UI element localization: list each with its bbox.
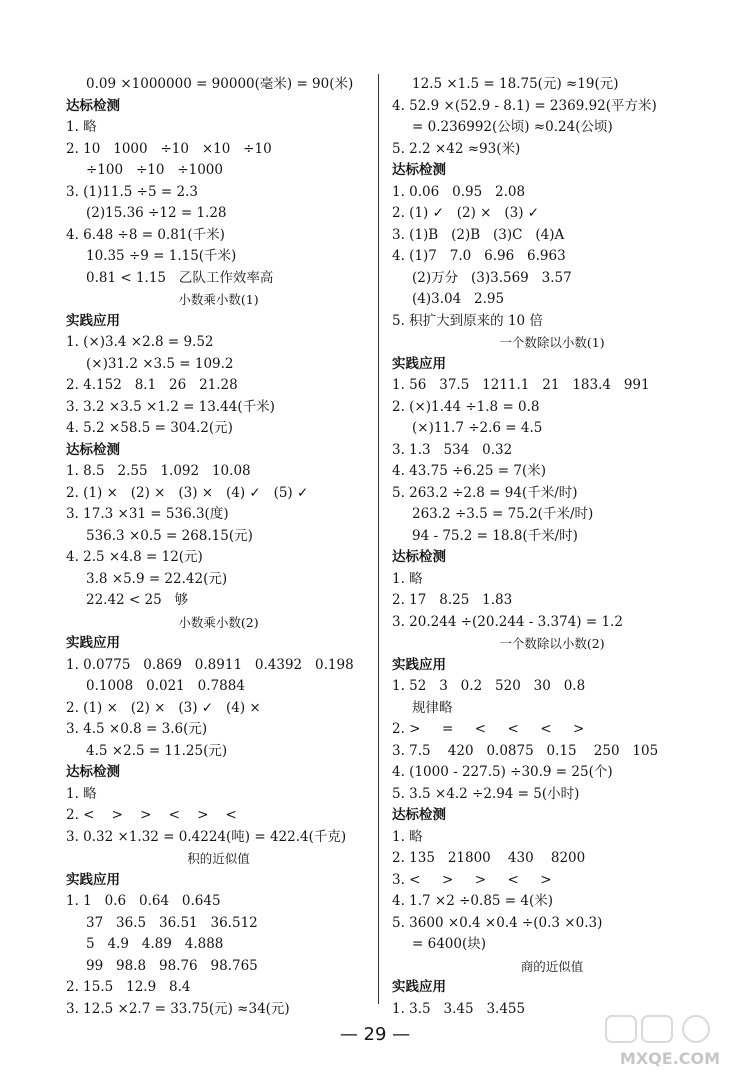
answer-line: 3. 1.3 534 0.32 <box>392 441 513 458</box>
answer-line: 2. (×)1.44 ÷1.8 = 0.8 <box>392 398 540 415</box>
lesson-title: 一个数除以小数(2) <box>499 636 605 651</box>
answer-line: 5. 3600 ×0.4 ×0.4 ÷(0.3 ×0.3) <box>392 914 603 931</box>
answer-line: 10.35 ÷9 = 1.15(千米) <box>86 248 237 264</box>
column-divider <box>378 74 379 1004</box>
answer-line: 1. 略 <box>392 570 423 587</box>
answer-line: 94 - 75.2 = 18.8(千米/时) <box>412 527 578 544</box>
answer-line: 3. 20.244 ÷(20.244 - 3.374) = 1.2 <box>392 613 623 630</box>
answer-line: 3. 17.3 ×31 = 536.3(度) <box>66 506 229 522</box>
answer-line: 0.1008 0.021 0.7884 <box>86 678 245 694</box>
answer-line: 2. 10 1000 ÷10 ×10 ÷10 <box>66 140 272 157</box>
answer-line: 3. 0.32 ×1.32 = 0.4224(吨) = 422.4(千克) <box>66 828 347 845</box>
answer-line: 2. 4.152 8.1 26 21.28 <box>66 377 238 393</box>
section-heading: 实践应用 <box>392 656 446 673</box>
answer-line: 1. 52 3 0.2 520 30 0.8 <box>392 678 586 694</box>
answer-line: 2. < > > < > < <box>66 807 237 823</box>
answer-line: (4)3.04 2.95 <box>412 291 505 307</box>
section-heading: 达标检测 <box>66 764 120 780</box>
watermark-text: MXQE.COM <box>619 1049 721 1068</box>
answer-line: 2. 17 8.25 1.83 <box>392 592 513 608</box>
answer-line: 1. 0.06 0.95 2.08 <box>392 183 526 200</box>
answer-line: 3. 12.5 ×2.7 = 33.75(元) ≈34(元) <box>66 1000 290 1017</box>
answer-line: (2)15.36 ÷12 = 1.28 <box>86 205 227 221</box>
answer-line: 22.42 < 25 够 <box>86 592 189 608</box>
section-heading: 达标检测 <box>392 549 446 565</box>
answer-line: 5. 积扩大到原来的 10 倍 <box>392 312 543 329</box>
answer-line: 37 36.5 36.51 36.512 <box>86 914 258 931</box>
answer-line: 3. (1)11.5 ÷5 = 2.3 <box>66 183 198 200</box>
section-heading: 达标检测 <box>66 441 120 458</box>
answer-line: 2. (1) × (2) × (3) ✓ (4) × <box>66 699 261 716</box>
answer-line: 1. 0.0775 0.869 0.8911 0.4392 0.198 <box>66 656 354 673</box>
answer-line: 4. 1.7 ×2 ÷0.85 = 4(米) <box>392 893 554 909</box>
answer-line: (×)31.2 ×3.5 = 109.2 <box>86 355 234 372</box>
answer-line: 2. (1) × (2) × (3) × (4) ✓ (5) ✓ <box>66 484 309 501</box>
section-heading: 达标检测 <box>392 162 446 178</box>
watermark-logo <box>600 1012 740 1074</box>
section-heading: 实践应用 <box>66 312 120 329</box>
answer-line: 263.2 ÷3.5 = 75.2(千米/时) <box>412 506 594 522</box>
answer-line: 1. 1 0.6 0.64 0.645 <box>66 893 221 909</box>
answer-line: 3. 4.5 ×0.8 = 3.6(元) <box>66 721 208 737</box>
answer-line: = 0.236992(公顷) ≈0.24(公顷) <box>412 119 613 135</box>
answer-line: (×)11.7 ÷2.6 = 4.5 <box>412 420 543 436</box>
answer-line: 4. 43.75 ÷6.25 = 7(米) <box>392 463 546 479</box>
answer-line: 4. 2.5 ×4.8 = 12(元) <box>66 549 203 565</box>
page-number: — 29 — <box>339 1024 411 1045</box>
lesson-title: 商的近似值 <box>520 958 584 974</box>
answer-line: 5. 3.5 ×4.2 ÷2.94 = 5(小时) <box>392 785 580 802</box>
section-heading: 实践应用 <box>392 355 446 372</box>
answer-line: 4. 52.9 ×(52.9 - 8.1) = 2369.92(平方米) <box>392 97 657 114</box>
answer-line: 3.8 ×5.9 = 22.42(元) <box>86 570 228 587</box>
answer-line: 5. 2.2 ×42 ≈93(米) <box>392 140 521 157</box>
answer-line: 2. (1) ✓ (2) × (3) ✓ <box>392 205 540 221</box>
answer-line: 1. (×)3.4 ×2.8 = 9.52 <box>66 334 214 350</box>
lesson-title: 一个数除以小数(1) <box>499 335 605 350</box>
answer-line: 4. 6.48 ÷8 = 0.81(千米) <box>66 226 225 243</box>
right-answer-column <box>392 74 712 1020</box>
section-heading: 达标检测 <box>392 807 446 823</box>
answer-line: 3. < > > < > <box>392 871 552 888</box>
answer-line: 2. 15.5 12.9 8.4 <box>66 979 191 995</box>
section-heading: 实践应用 <box>66 871 120 888</box>
section-heading: 达标检测 <box>66 97 120 114</box>
answer-line: 2. 135 21800 430 8200 <box>392 850 586 866</box>
answer-line: 4.5 ×2.5 = 11.25(元) <box>86 742 228 759</box>
answer-line: 5 4.9 4.89 4.888 <box>86 936 224 952</box>
answer-line: 规律略 <box>412 699 453 716</box>
answer-line: 1. 略 <box>392 828 423 845</box>
answer-line: 0.09 ×1000000 = 90000(毫米) = 90(米) <box>86 76 354 92</box>
answer-line: 1. 56 37.5 1211.1 21 183.4 991 <box>392 377 650 393</box>
answer-line: 4. 5.2 ×58.5 = 304.2(元) <box>66 420 233 436</box>
section-heading: 实践应用 <box>66 635 120 651</box>
answer-line: 12.5 ×1.5 = 18.75(元) ≈19(元) <box>412 76 619 92</box>
answer-line: (2)万分 (3)3.569 3.57 <box>412 269 572 286</box>
left-answer-column <box>66 74 371 1020</box>
answer-line: 4. (1000 - 227.5) ÷30.9 = 25(个) <box>392 764 613 780</box>
answer-line: 99 98.8 98.76 98.765 <box>86 957 258 974</box>
lesson-title: 积的近似值 <box>187 851 250 866</box>
answer-line: 1. 略 <box>66 785 97 802</box>
answer-line: = 6400(块) <box>412 936 486 952</box>
answer-line: 1. 略 <box>66 119 97 135</box>
answer-line: 536.3 ×0.5 = 268.15(元) <box>86 527 253 544</box>
lesson-title: 小数乘小数(1) <box>178 292 259 307</box>
answer-line: 0.81 < 1.15 乙队工作效率高 <box>86 269 274 286</box>
answer-line: ÷100 ÷10 ÷1000 <box>86 162 223 178</box>
answer-line: 3. (1)B (2)B (3)C (4)A <box>392 226 565 243</box>
answer-line: 1. 8.5 2.55 1.092 10.08 <box>66 463 251 479</box>
answer-line: 3. 3.2 ×3.5 ×1.2 = 13.44(千米) <box>66 398 275 415</box>
answer-line: 3. 7.5 420 0.0875 0.15 250 105 <box>392 742 659 759</box>
lesson-title: 小数乘小数(2) <box>178 614 259 630</box>
answer-line: 5. 263.2 ÷2.8 = 94(千米/时) <box>392 484 578 501</box>
answer-line: 1. 3.5 3.45 3.455 <box>392 1000 526 1017</box>
answer-line: 2. > = < < < > <box>392 721 585 737</box>
section-heading: 实践应用 <box>392 979 446 995</box>
answer-line: 4. (1)7 7.0 6.96 6.963 <box>392 248 566 264</box>
